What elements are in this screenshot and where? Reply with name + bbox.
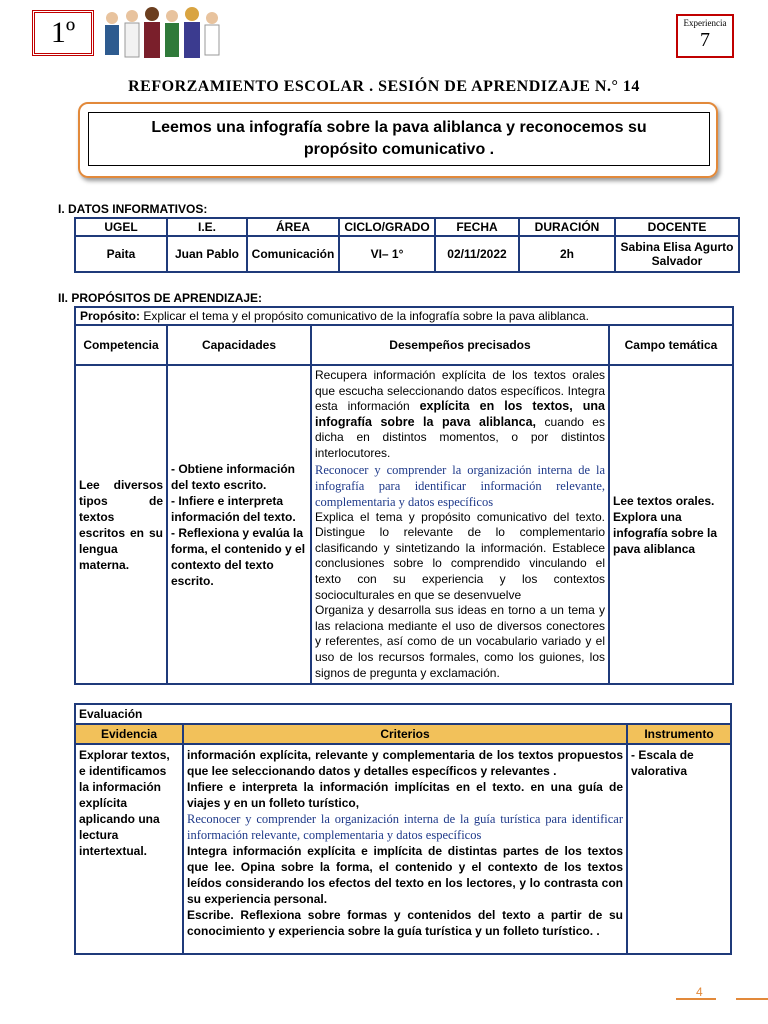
- grade-box: 1º: [32, 10, 94, 56]
- capacidad-item: - Reflexiona y evalúa la forma, el contenido y el contexto del texto escrito.: [171, 525, 306, 588]
- header-cell: Desempeños precisados: [311, 325, 609, 365]
- campo-cell: Lee textos orales. Explora una infografía sobre la pava aliblanca: [609, 365, 733, 684]
- datos-table: [74, 217, 740, 273]
- proposito-label: Propósito:: [80, 309, 140, 323]
- area-value: Comunicación: [247, 236, 339, 272]
- capacidad-item: - Obtiene información del texto escrito.: [171, 461, 296, 492]
- session-title-line2: propósito comunicativo .: [303, 141, 495, 158]
- header-cell: UGEL: [75, 218, 167, 236]
- experience-label: Experiencia: [683, 18, 727, 28]
- criterio-2: Infiere e interpreta la información implícitas en el texto. en una guía de viajes y en un folleto turístico,: [187, 780, 623, 810]
- duracion-value: 2h: [519, 236, 615, 272]
- docente-value: Sabina Elisa Agurto Salvador: [615, 236, 739, 272]
- instrumento-cell: - Escala de valorativa: [627, 744, 731, 954]
- criterios-cell: [183, 744, 627, 954]
- page-number: 4: [696, 985, 703, 999]
- header-cell: FECHA: [435, 218, 519, 236]
- datos-heading: I. DATOS INFORMATIVOS:: [58, 202, 208, 216]
- main-title: REFORZAMIENTO ESCOLAR . SESIÓN DE APRENDIZAJE N.° 14: [128, 78, 640, 95]
- evaluacion-title: Evaluación: [75, 704, 731, 724]
- ugel-value: Paita: [75, 236, 167, 272]
- criterio-1: información explícita, relevante y complementaria de los textos propuestos que lee seleccionando datos y detalles específicos y relevantes .: [187, 748, 623, 778]
- header-cell: Capacidades: [167, 325, 311, 365]
- desempenos-cell: [311, 365, 609, 684]
- fecha-value: 02/11/2022: [435, 236, 519, 272]
- proposito-row: [75, 307, 733, 325]
- header-cell: ÁREA: [247, 218, 339, 236]
- evidencia-cell: Explorar textos, e identificamos la información explícita aplicando una lectura intertextual.: [75, 744, 183, 954]
- ie-value: Juan Pablo: [167, 236, 247, 272]
- competencia-cell: Lee diversos tipos de textos escritos en su lengua materna.: [75, 365, 167, 684]
- header-cell: Criterios: [183, 724, 627, 744]
- desempeno-1c: cuando es dicha en distintos momentos, o por distintos interlocutores.: [315, 414, 605, 460]
- header-cell: Campo temática: [609, 325, 733, 365]
- header-cell: Evidencia: [75, 724, 183, 744]
- header-cell: CICLO/GRADO: [339, 218, 435, 236]
- experience-number: 7: [700, 29, 710, 51]
- evaluacion-table: [74, 703, 732, 955]
- header-cell: I.E.: [167, 218, 247, 236]
- criterio-3: Reconocer y comprender la organización interna de la guía turística para identificar información relevante, complementaria y datos específicos: [187, 812, 623, 842]
- ciclo-value: VI– 1°: [339, 236, 435, 272]
- desempeno-1a: Recupera información explícita de los textos orales que escucha seleccionando datos específicos. Integra esta información: [315, 368, 605, 414]
- proposito-text: Explicar el tema y el propósito comunicativo de la infografía sobre la pava aliblanca.: [140, 309, 589, 323]
- capacidades-cell: [167, 365, 311, 684]
- page-number-line: [736, 998, 768, 1000]
- desempeno-3: Explica el tema y propósito comunicativo del texto. Distingue lo relevante de lo complementario clasificando y sintetizando la información. Establece conclusiones sobre lo comprendido vinculando el texto con su experiencia y los contextos socioculturales en que se desenvuelve: [315, 509, 605, 602]
- criterio-4: Integra información explícita e implícita de distintas partes de los textos que lee. Opina sobre la forma, el contenido y el contexto de los textos leídos considerando los efectos del texto en los lectores, y lo contrasta con su experiencia personal.: [187, 844, 623, 906]
- criterio-5: Escribe. Reflexiona sobre formas y contenidos del texto a partir de su conocimiento y experiencia sobre la guía turística y un folleto turístico. .: [187, 908, 623, 938]
- header-cell: Competencia: [75, 325, 167, 365]
- desempeno-1b: explícita en los textos, una infografía sobre la pava aliblanca,: [315, 399, 605, 429]
- header-cell: DURACIÓN: [519, 218, 615, 236]
- experience-box: [676, 14, 734, 58]
- session-title: [88, 112, 710, 166]
- session-title-line1: Leemos una infografía sobre la pava aliblanca y reconocemos su: [151, 119, 647, 136]
- header-cell: Instrumento: [627, 724, 731, 744]
- propositos-heading: II. PROPÓSITOS DE APRENDIZAJE:: [58, 291, 263, 305]
- people-illustration: [100, 4, 230, 66]
- propositos-table: [74, 306, 734, 685]
- header-cell: DOCENTE: [615, 218, 739, 236]
- desempeno-4: Organiza y desarrolla sus ideas en torno a un tema y las relaciona mediante el uso de diversos conectores y referentes, así como de un vocabulario variado y el uso de los recursos formales, como los guiones, los signos de pregunta y exclamación.: [315, 603, 605, 680]
- desempeno-2: Reconocer y comprender la organización interna de la infografía para identificar información relevante, complementaria y datos específicos: [315, 462, 605, 509]
- capacidad-item: - Infiere e interpreta información del texto.: [171, 493, 296, 524]
